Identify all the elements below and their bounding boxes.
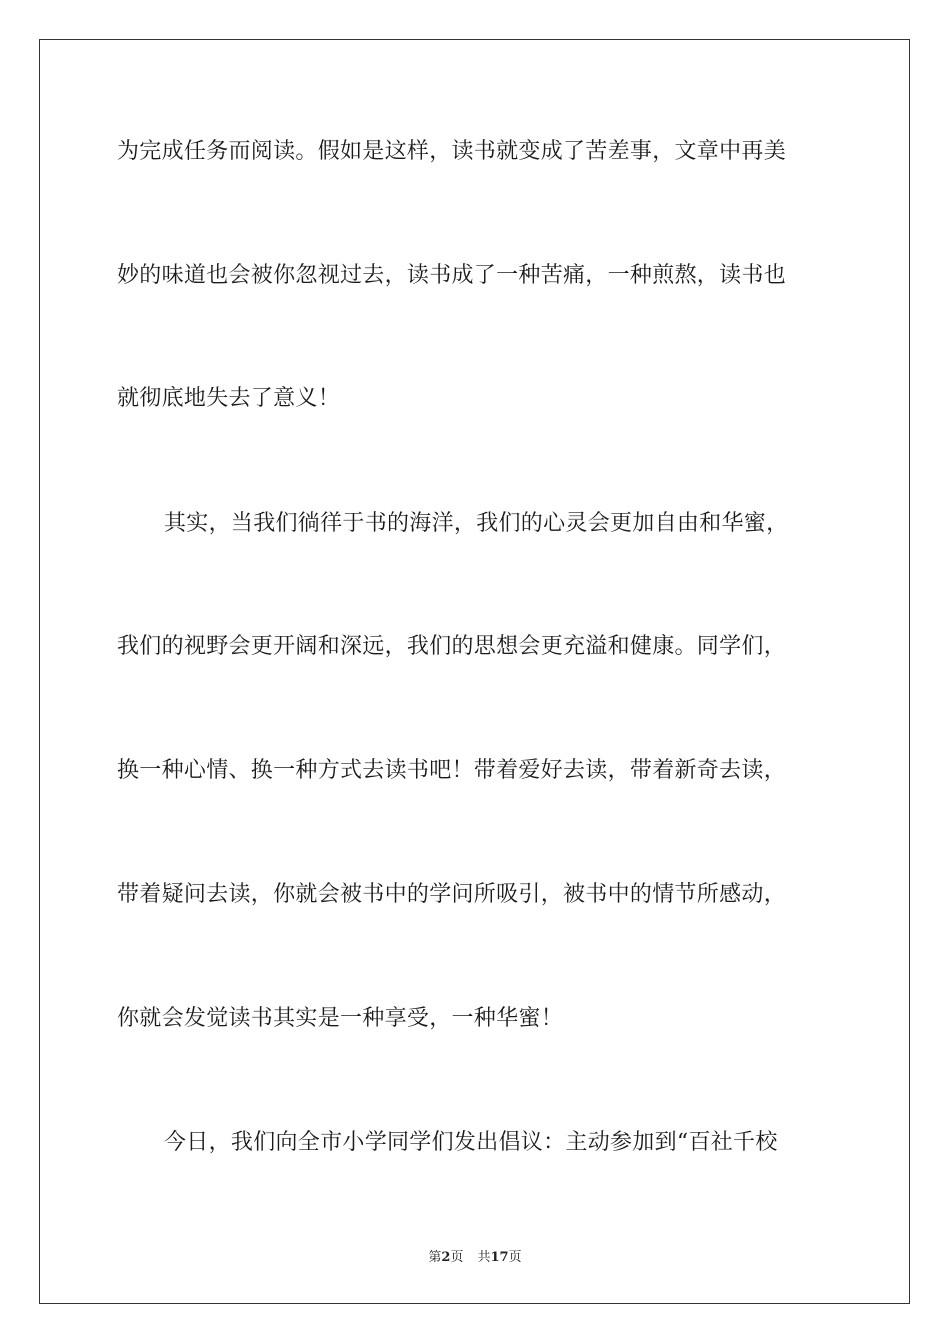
footer-total-suffix: 页 (508, 1250, 522, 1265)
body-line-8: 你就会发觉读书其实是一种享受，一种华蜜！ (117, 1006, 564, 1031)
footer-page-suffix: 页 (450, 1250, 464, 1265)
body-line-7: 带着疑问去读，你就会被书中的学问所吸引，被书中的情节所感动， (117, 882, 787, 907)
page-frame (39, 39, 910, 1304)
footer-page-number: 2 (441, 1250, 451, 1265)
body-line-1: 为完成任务而阅读。假如是这样，读书就变成了苦差事，文章中再美 (117, 139, 787, 164)
page-footer (0, 1246, 950, 1265)
body-line-3: 就彻底地失去了意义！ (117, 386, 341, 411)
body-line-6: 换一种心情、换一种方式去读书吧！带着爱好去读，带着新奇去读， (117, 758, 787, 783)
footer-total-number: 17 (490, 1250, 509, 1265)
body-line-4: 其实，当我们徜徉于书的海洋，我们的心灵会更加自由和华蜜， (164, 511, 789, 536)
body-line-2: 妙的味道也会被你忽视过去，读书成了一种苦痛，一种煎熬，读书也 (117, 263, 787, 288)
body-line-5: 我们的视野会更开阔和深远，我们的思想会更充溢和健康。同学们， (117, 634, 787, 659)
footer-page-prefix: 第 (428, 1250, 442, 1265)
footer-total-prefix: 共 (477, 1250, 491, 1265)
body-line-9: 今日，我们向全市小学同学们发出倡议：主动参加到“百社千校 (164, 1130, 778, 1155)
